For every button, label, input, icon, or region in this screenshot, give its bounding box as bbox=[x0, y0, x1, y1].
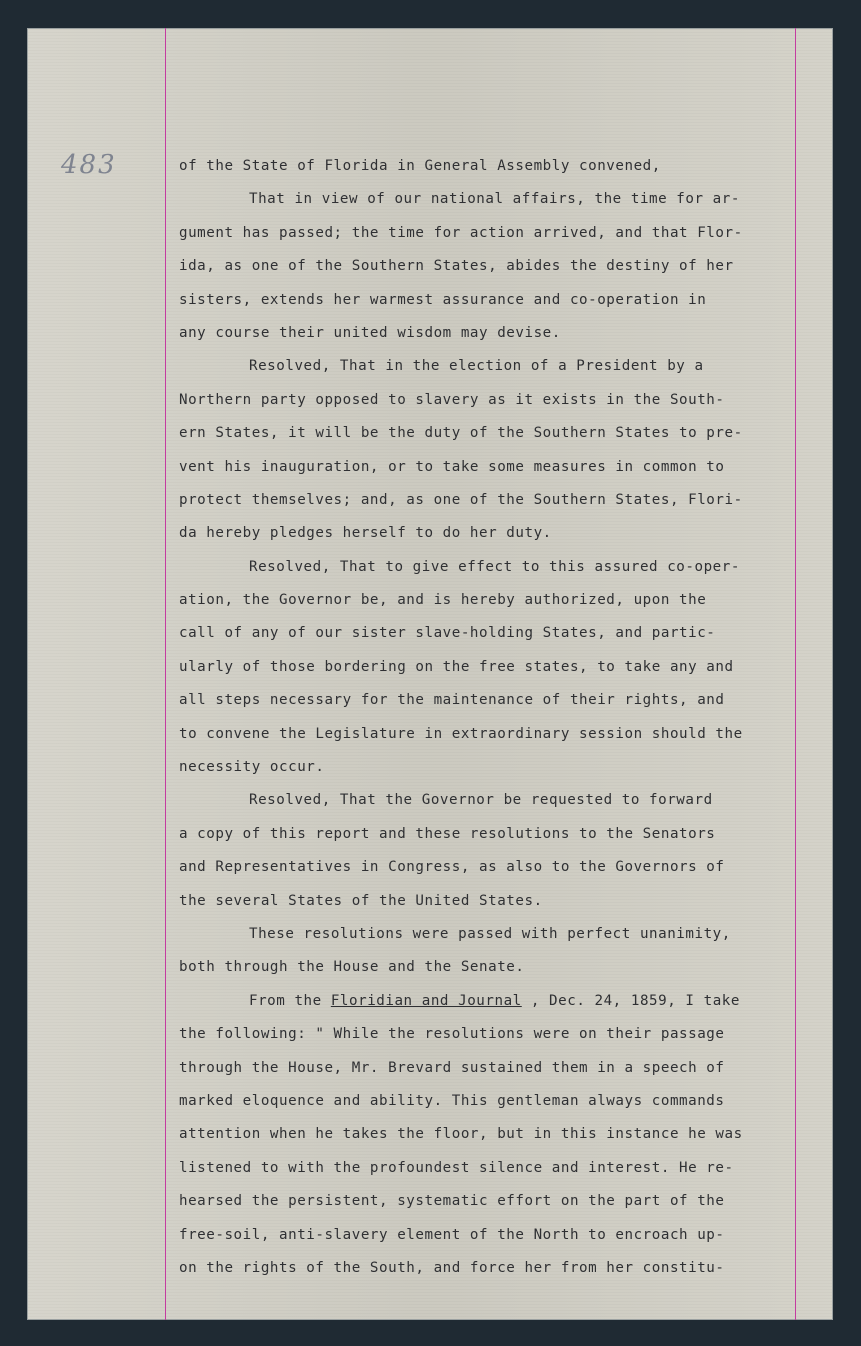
text-line: on the rights of the South, and force her from her constitu- bbox=[179, 1259, 725, 1276]
text-line: listened to with the profoundest silence and interest. He re- bbox=[179, 1159, 734, 1176]
text-line-citation bbox=[179, 985, 809, 1018]
newspaper-title: Floridian and Journal bbox=[330, 992, 522, 1009]
document-page bbox=[27, 28, 833, 1320]
text-line: to convene the Legislature in extraordinary session should the bbox=[179, 725, 743, 742]
text-line: Northern party opposed to slavery as it exists in the South- bbox=[179, 391, 725, 408]
text-line: all steps necessary for the maintenance of their rights, and bbox=[179, 692, 725, 709]
text-line: both through the House and the Senate. bbox=[179, 959, 525, 976]
text-line: ern States, it will be the duty of the Southern States to pre- bbox=[179, 425, 743, 442]
citation-suffix: , Dec. 24, 1859, I take bbox=[521, 992, 740, 1009]
left-margin-rule bbox=[165, 28, 166, 1320]
citation-prefix: From the bbox=[249, 992, 331, 1009]
text-line: Resolved, That the Governor be requested to forward bbox=[249, 792, 713, 809]
text-line: through the House, Mr. Brevard sustained them in a speech of bbox=[179, 1059, 725, 1076]
text-line: free-soil, anti-slavery element of the North to encroach up- bbox=[179, 1226, 725, 1243]
text-line: ida, as one of the Southern States, abides the destiny of her bbox=[179, 258, 734, 275]
text-line: Resolved, That in the election of a President by a bbox=[249, 358, 704, 375]
text-line: attention when he takes the floor, but in this instance he was bbox=[179, 1126, 743, 1143]
text-line: and Representatives in Congress, as also to the Governors of bbox=[179, 859, 725, 876]
handwritten-page-number: 483 bbox=[61, 150, 117, 180]
text-line: hearsed the persistent, systematic effort on the part of the bbox=[179, 1193, 725, 1210]
text-line: That in view of our national affairs, the time for ar- bbox=[249, 191, 740, 208]
text-line: call of any of our sister slave-holding States, and partic- bbox=[179, 625, 716, 642]
text-line: These resolutions were passed with perfect unanimity, bbox=[249, 925, 731, 942]
text-line: ularly of those bordering on the free states, to take any and bbox=[179, 658, 734, 675]
text-line: gument has passed; the time for action arrived, and that Flor- bbox=[179, 224, 743, 241]
text-line: vent his inauguration, or to take some measures in common to bbox=[179, 458, 725, 475]
text-line: da hereby pledges herself to do her duty. bbox=[179, 525, 552, 542]
text-line: ation, the Governor be, and is hereby authorized, upon the bbox=[179, 592, 707, 609]
text-line: protect themselves; and, as one of the Southern States, Flori- bbox=[179, 491, 743, 508]
text-line: necessity occur. bbox=[179, 759, 325, 776]
text-line: a copy of this report and these resolutions to the Senators bbox=[179, 825, 716, 842]
text-line: the several States of the United States. bbox=[179, 892, 543, 909]
text-line: the following: " While the resolutions were on their passage bbox=[179, 1026, 725, 1043]
text-line: of the State of Florida in General Assembly convened, bbox=[179, 158, 661, 174]
text-line: any course their united wisdom may devise. bbox=[179, 324, 561, 341]
typewritten-text bbox=[179, 150, 809, 1285]
text-line: Resolved, That to give effect to this assured co-oper- bbox=[249, 558, 740, 575]
text-line: marked eloquence and ability. This gentleman always commands bbox=[179, 1092, 725, 1109]
text-line: sisters, extends her warmest assurance and co-operation in bbox=[179, 291, 707, 308]
